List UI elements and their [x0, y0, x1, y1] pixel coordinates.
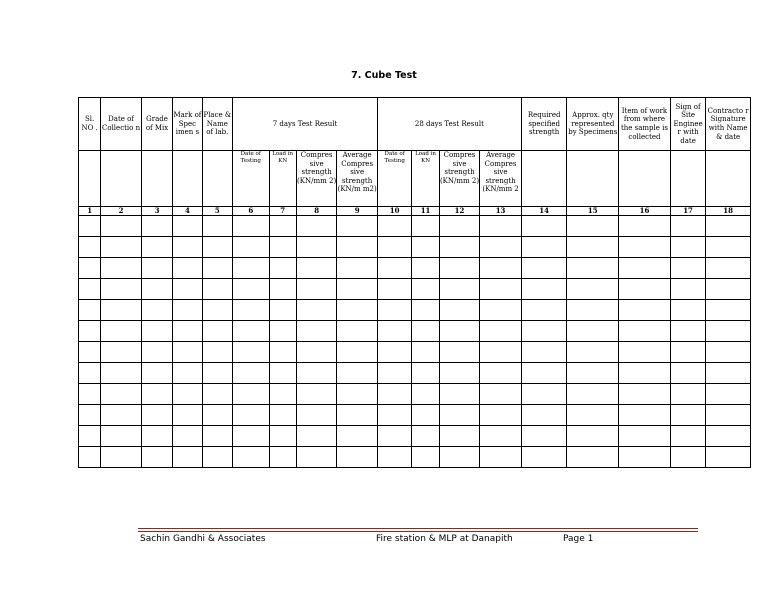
- table-cell: [233, 447, 269, 468]
- header-sign: Sign of Site Enginee r with date: [670, 98, 705, 151]
- table-cell: [706, 447, 751, 468]
- table-cell: [619, 216, 671, 237]
- col-number: 3: [141, 207, 172, 216]
- table-cell: [269, 237, 296, 258]
- table-cell: [141, 321, 172, 342]
- table-row: [79, 384, 751, 405]
- table-cell: [233, 258, 269, 279]
- table-cell: [670, 321, 705, 342]
- table-cell: [706, 321, 751, 342]
- table-cell: [202, 258, 232, 279]
- table-cell: [337, 384, 378, 405]
- table-cell: [521, 405, 567, 426]
- table-cell: [439, 321, 480, 342]
- table-cell: [79, 447, 101, 468]
- col-number: 7: [269, 207, 296, 216]
- table-cell: [619, 342, 671, 363]
- table-cell: [141, 258, 172, 279]
- table-cell: [480, 237, 522, 258]
- table-cell: [202, 426, 232, 447]
- table-cell: [412, 426, 439, 447]
- table-cell: [202, 447, 232, 468]
- col-number: 4: [173, 207, 202, 216]
- table-cell: [269, 405, 296, 426]
- table-cell: [296, 384, 337, 405]
- table-cell: [412, 300, 439, 321]
- header-date-collection: Date of Collectio n: [101, 98, 142, 151]
- table-cell: [296, 279, 337, 300]
- table-cell: [233, 426, 269, 447]
- footer-page: Page 1: [563, 534, 594, 544]
- table-cell: [439, 300, 480, 321]
- table-cell: [269, 384, 296, 405]
- table-row: [79, 342, 751, 363]
- col-number: 12: [439, 207, 480, 216]
- table-cell: [269, 342, 296, 363]
- table-cell: [439, 279, 480, 300]
- empty-cell: [619, 151, 671, 207]
- table-cell: [670, 300, 705, 321]
- col-number: 5: [202, 207, 232, 216]
- table-cell: [296, 447, 337, 468]
- table-cell: [79, 300, 101, 321]
- col-number: 9: [337, 207, 378, 216]
- table-cell: [670, 405, 705, 426]
- table-cell: [101, 405, 142, 426]
- table-cell: [480, 321, 522, 342]
- table-cell: [101, 426, 142, 447]
- table-cell: [377, 321, 411, 342]
- table-cell: [173, 321, 202, 342]
- table-cell: [101, 216, 142, 237]
- table-cell: [521, 321, 567, 342]
- table-cell: [567, 342, 619, 363]
- table-cell: [173, 405, 202, 426]
- table-cell: [202, 300, 232, 321]
- col-number: 13: [480, 207, 522, 216]
- table-cell: [233, 216, 269, 237]
- table-cell: [173, 258, 202, 279]
- table-cell: [296, 363, 337, 384]
- table-cell: [521, 342, 567, 363]
- table-cell: [439, 216, 480, 237]
- col-number: 14: [521, 207, 567, 216]
- table-cell: [670, 279, 705, 300]
- table-cell: [202, 279, 232, 300]
- table-cell: [101, 384, 142, 405]
- empty-cell: [706, 151, 751, 207]
- table-cell: [101, 279, 142, 300]
- table-cell: [619, 447, 671, 468]
- table-cell: [670, 447, 705, 468]
- table-cell: [412, 342, 439, 363]
- table-cell: [521, 237, 567, 258]
- empty-cell: [202, 151, 232, 207]
- table-cell: [337, 300, 378, 321]
- table-row: [79, 405, 751, 426]
- header-7-days: 7 days Test Result: [233, 98, 378, 151]
- table-cell: [233, 342, 269, 363]
- table-cell: [269, 447, 296, 468]
- table-cell: [670, 216, 705, 237]
- header-28-days: 28 days Test Result: [377, 98, 521, 151]
- table-cell: [439, 258, 480, 279]
- table-cell: [233, 300, 269, 321]
- table-cell: [79, 426, 101, 447]
- sub28-date: Date of Testing: [377, 151, 411, 207]
- blank-rows: [79, 216, 751, 468]
- table-cell: [101, 447, 142, 468]
- table-cell: [173, 216, 202, 237]
- table-cell: [337, 258, 378, 279]
- table-cell: [377, 342, 411, 363]
- subheader-row: [79, 151, 751, 207]
- table-cell: [141, 405, 172, 426]
- table-cell: [101, 342, 142, 363]
- table-cell: [521, 384, 567, 405]
- table-cell: [233, 384, 269, 405]
- footer-rule: [138, 528, 698, 529]
- table-cell: [567, 426, 619, 447]
- table-cell: [337, 279, 378, 300]
- sub28-avg: Average Compres sive strength (KN/mm 2: [480, 151, 522, 207]
- col-number: 6: [233, 207, 269, 216]
- page-title: 7. Cube Test: [351, 70, 417, 81]
- table-cell: [412, 447, 439, 468]
- table-cell: [670, 342, 705, 363]
- table-cell: [79, 384, 101, 405]
- table-cell: [173, 342, 202, 363]
- table-cell: [101, 300, 142, 321]
- table-row: [79, 216, 751, 237]
- table-cell: [439, 405, 480, 426]
- table-cell: [141, 447, 172, 468]
- table-cell: [202, 216, 232, 237]
- table-cell: [269, 363, 296, 384]
- table-cell: [296, 342, 337, 363]
- table-cell: [706, 216, 751, 237]
- col-number: 18: [706, 207, 751, 216]
- table-row: [79, 426, 751, 447]
- table-cell: [480, 405, 522, 426]
- table-cell: [412, 363, 439, 384]
- footer-project: Fire station & MLP at Danapith: [376, 534, 513, 544]
- table-cell: [480, 342, 522, 363]
- table-cell: [337, 237, 378, 258]
- table-cell: [296, 216, 337, 237]
- table-cell: [141, 363, 172, 384]
- table-cell: [439, 363, 480, 384]
- table-cell: [480, 426, 522, 447]
- header-grade: Grade of Mix: [141, 98, 172, 151]
- header-mark: Mark of Spec imen s: [173, 98, 202, 151]
- table-cell: [79, 258, 101, 279]
- cube-test-table: [78, 97, 751, 468]
- empty-cell: [141, 151, 172, 207]
- sub7-load: Load in KN: [269, 151, 296, 207]
- table-cell: [706, 363, 751, 384]
- table-cell: [377, 426, 411, 447]
- col-number: 16: [619, 207, 671, 216]
- table-cell: [567, 279, 619, 300]
- table-cell: [706, 405, 751, 426]
- table-cell: [670, 363, 705, 384]
- table-cell: [377, 300, 411, 321]
- sub7-comp: Compres sive strength (KN/mm 2): [296, 151, 337, 207]
- table-cell: [670, 258, 705, 279]
- table-cell: [706, 237, 751, 258]
- table-cell: [439, 426, 480, 447]
- table-cell: [480, 279, 522, 300]
- table-cell: [439, 237, 480, 258]
- table-cell: [202, 405, 232, 426]
- header-contractor: Contracto r Signature with Name & date: [706, 98, 751, 151]
- table-cell: [296, 300, 337, 321]
- table-cell: [173, 279, 202, 300]
- table-cell: [480, 300, 522, 321]
- table-cell: [521, 363, 567, 384]
- header-sl-no: Sl. NO .: [79, 98, 101, 151]
- table-cell: [567, 363, 619, 384]
- table-cell: [706, 258, 751, 279]
- table-cell: [521, 216, 567, 237]
- table-cell: [269, 321, 296, 342]
- table-cell: [296, 321, 337, 342]
- table-cell: [567, 216, 619, 237]
- table-cell: [173, 300, 202, 321]
- empty-cell: [101, 151, 142, 207]
- table-cell: [706, 300, 751, 321]
- col-number: 11: [412, 207, 439, 216]
- table-cell: [567, 405, 619, 426]
- table-cell: [377, 258, 411, 279]
- sub7-date: Date of Testing: [233, 151, 269, 207]
- table-cell: [521, 426, 567, 447]
- table-cell: [141, 342, 172, 363]
- table-cell: [202, 321, 232, 342]
- table-cell: [521, 300, 567, 321]
- table-cell: [619, 321, 671, 342]
- table-cell: [521, 447, 567, 468]
- table-row: [79, 321, 751, 342]
- table-row: [79, 279, 751, 300]
- header-row: [79, 98, 751, 151]
- table-cell: [296, 258, 337, 279]
- table-cell: [337, 321, 378, 342]
- table-cell: [101, 258, 142, 279]
- header-item: Item of work from where the sample is collected: [619, 98, 671, 151]
- table-cell: [619, 300, 671, 321]
- footer-company: Sachin Gandhi & Associates: [140, 534, 266, 544]
- table-cell: [619, 426, 671, 447]
- table-cell: [173, 384, 202, 405]
- table-cell: [337, 363, 378, 384]
- table-cell: [377, 447, 411, 468]
- table-cell: [480, 363, 522, 384]
- table-cell: [101, 321, 142, 342]
- sub28-comp: Compres sive strength (KN/mm 2): [439, 151, 480, 207]
- table-cell: [412, 237, 439, 258]
- table-row: [79, 363, 751, 384]
- table-cell: [377, 363, 411, 384]
- table-cell: [101, 237, 142, 258]
- table-cell: [141, 216, 172, 237]
- table-cell: [79, 363, 101, 384]
- table-cell: [480, 216, 522, 237]
- table-cell: [567, 300, 619, 321]
- table-cell: [619, 384, 671, 405]
- table-cell: [141, 426, 172, 447]
- table-cell: [670, 237, 705, 258]
- table-cell: [377, 279, 411, 300]
- table-cell: [377, 237, 411, 258]
- header-required: Required specified strength: [521, 98, 567, 151]
- header-approx: Approx. qty represented by Specimens: [567, 98, 619, 151]
- table-cell: [567, 237, 619, 258]
- table-cell: [337, 447, 378, 468]
- table-row: [79, 300, 751, 321]
- table-cell: [233, 321, 269, 342]
- table-cell: [173, 237, 202, 258]
- table-row: [79, 237, 751, 258]
- empty-cell: [567, 151, 619, 207]
- table-cell: [567, 321, 619, 342]
- table-cell: [296, 426, 337, 447]
- col-number: 17: [670, 207, 705, 216]
- table-cell: [233, 363, 269, 384]
- empty-cell: [173, 151, 202, 207]
- table-cell: [337, 405, 378, 426]
- col-number: 10: [377, 207, 411, 216]
- table-cell: [619, 237, 671, 258]
- table-cell: [377, 216, 411, 237]
- table-cell: [296, 237, 337, 258]
- table-cell: [521, 258, 567, 279]
- table-cell: [202, 237, 232, 258]
- table-cell: [337, 342, 378, 363]
- table-cell: [619, 279, 671, 300]
- empty-cell: [521, 151, 567, 207]
- table-cell: [269, 426, 296, 447]
- table-cell: [670, 426, 705, 447]
- table-cell: [377, 384, 411, 405]
- table-cell: [439, 342, 480, 363]
- table-cell: [619, 363, 671, 384]
- table-cell: [269, 216, 296, 237]
- table-cell: [233, 279, 269, 300]
- footer-rule-thin: [138, 531, 698, 532]
- empty-cell: [670, 151, 705, 207]
- table-cell: [439, 447, 480, 468]
- table-cell: [101, 363, 142, 384]
- table-cell: [79, 342, 101, 363]
- table-cell: [233, 405, 269, 426]
- sub28-load: Load in KN: [412, 151, 439, 207]
- table-cell: [79, 237, 101, 258]
- col-number: 2: [101, 207, 142, 216]
- table-cell: [173, 426, 202, 447]
- table-cell: [706, 342, 751, 363]
- table-cell: [619, 405, 671, 426]
- table-cell: [439, 384, 480, 405]
- table-cell: [567, 258, 619, 279]
- table-cell: [567, 447, 619, 468]
- table-cell: [141, 384, 172, 405]
- col-number: 1: [79, 207, 101, 216]
- empty-cell: [79, 151, 101, 207]
- table-cell: [480, 384, 522, 405]
- table-cell: [296, 405, 337, 426]
- table-cell: [79, 321, 101, 342]
- table-cell: [377, 405, 411, 426]
- table-cell: [412, 279, 439, 300]
- col-number: 15: [567, 207, 619, 216]
- table-cell: [706, 426, 751, 447]
- table-cell: [202, 384, 232, 405]
- table-cell: [233, 237, 269, 258]
- table-cell: [173, 363, 202, 384]
- table-cell: [480, 447, 522, 468]
- table-cell: [141, 237, 172, 258]
- table-cell: [269, 279, 296, 300]
- table-cell: [269, 258, 296, 279]
- table-cell: [173, 447, 202, 468]
- table-cell: [412, 321, 439, 342]
- table-cell: [337, 216, 378, 237]
- table-cell: [521, 279, 567, 300]
- table-row: [79, 447, 751, 468]
- table-cell: [412, 258, 439, 279]
- table-cell: [706, 279, 751, 300]
- table-row: [79, 258, 751, 279]
- column-number-row: [79, 207, 751, 216]
- table-cell: [480, 258, 522, 279]
- table-cell: [202, 363, 232, 384]
- header-place: Place & Name of lab.: [202, 98, 232, 151]
- table-cell: [670, 384, 705, 405]
- table-cell: [79, 405, 101, 426]
- table-cell: [79, 216, 101, 237]
- table-cell: [337, 426, 378, 447]
- table-cell: [141, 279, 172, 300]
- col-number: 8: [296, 207, 337, 216]
- table-cell: [141, 300, 172, 321]
- sub7-avg: Average Compres sive strength (KN/m m2): [337, 151, 378, 207]
- table-cell: [706, 384, 751, 405]
- table-cell: [202, 342, 232, 363]
- table-cell: [412, 384, 439, 405]
- table-cell: [412, 216, 439, 237]
- table-cell: [269, 300, 296, 321]
- table-cell: [567, 384, 619, 405]
- table-cell: [412, 405, 439, 426]
- table-cell: [79, 279, 101, 300]
- table-cell: [619, 258, 671, 279]
